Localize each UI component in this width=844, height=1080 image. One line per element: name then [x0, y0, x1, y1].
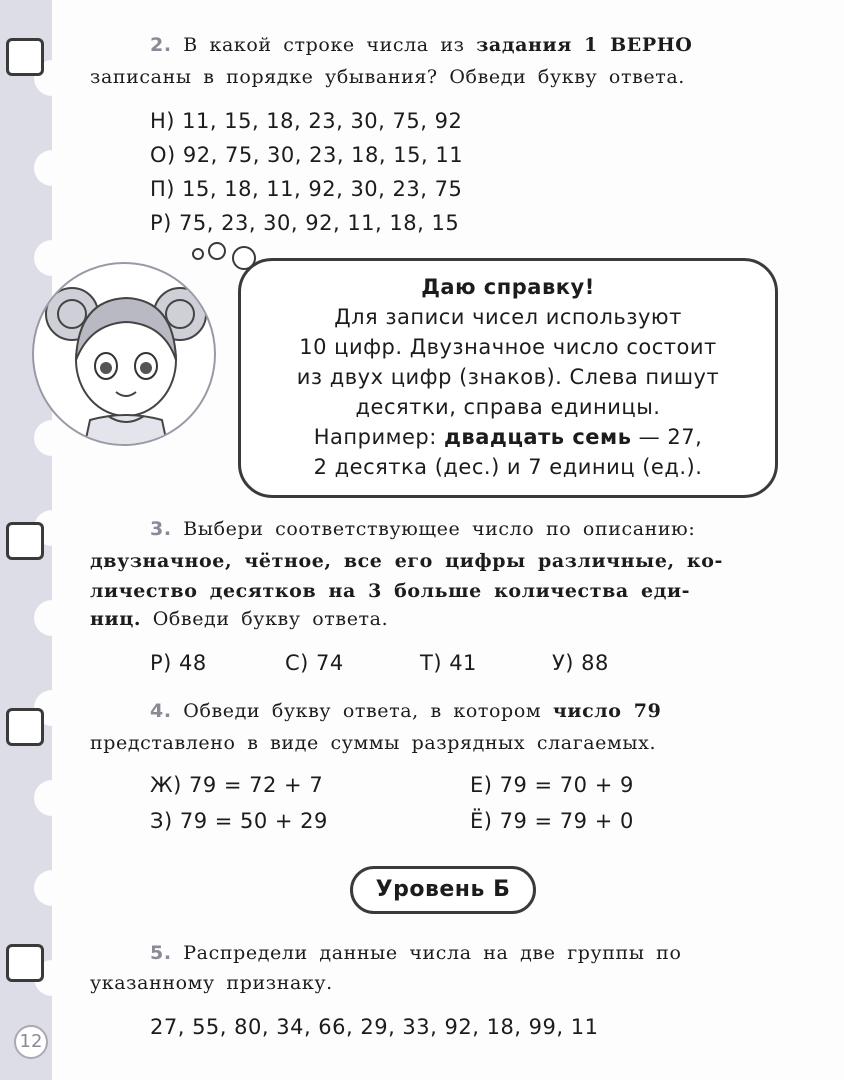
task3-option-s[interactable]: С) 74	[285, 651, 344, 675]
task3-line1	[150, 514, 695, 545]
task4-text: Обведи букву ответа, в котором	[183, 700, 542, 722]
task2-option-p[interactable]: П) 15, 18, 11, 92, 30, 23, 75	[150, 177, 463, 201]
task2-text: В какой строке числа из	[183, 34, 465, 56]
task3-option-r[interactable]: Р) 48	[150, 651, 207, 675]
info-example-line	[238, 422, 778, 452]
margin-scallop	[34, 600, 70, 636]
info-line: Для записи чисел используют	[334, 305, 682, 329]
task5-numbers: 27, 55, 80, 34, 66, 29, 33, 92, 18, 99, 11	[150, 1015, 599, 1039]
task4-option-z[interactable]: З) 79 = 50 + 29	[150, 809, 328, 833]
margin-scallop	[34, 240, 70, 276]
task3-text: Обведи букву ответа.	[152, 608, 389, 630]
info-line: 10 цифр. Двузначное число состоит	[299, 335, 717, 359]
task4-option-e[interactable]: Е) 79 = 70 + 9	[470, 773, 634, 797]
girl-drawing	[34, 264, 216, 446]
task2-option-n[interactable]: Н) 11, 15, 18, 23, 30, 75, 92	[150, 109, 463, 133]
task2-option-o[interactable]: О) 92, 75, 30, 23, 18, 15, 11	[150, 143, 464, 167]
thought-dot	[192, 248, 204, 260]
info-example-label: Например:	[313, 425, 437, 449]
task3-option-u[interactable]: У) 88	[552, 651, 609, 675]
task3-bold-text: двузначное, чётное, все его цифры различные, ко-	[90, 550, 724, 572]
info-line: десятки, справа единицы.	[355, 395, 661, 419]
task2-option-r[interactable]: Р) 75, 23, 30, 92, 11, 18, 15	[150, 211, 460, 235]
task4-line2: представлено в виде суммы разрядных слагаемых.	[90, 732, 657, 754]
task5-checkbox[interactable]	[6, 944, 44, 982]
task3-option-t[interactable]: Т) 41	[420, 651, 477, 675]
info-line: 2 десятка (дес.) и 7 единиц (ед.).	[313, 455, 703, 479]
task3-line4	[90, 604, 388, 635]
girl-illustration	[32, 262, 216, 446]
task3-number: 3.	[150, 518, 172, 540]
task4-option-yo[interactable]: Ё) 79 = 79 + 0	[470, 809, 634, 833]
task2-checkbox[interactable]	[6, 38, 44, 76]
task5-number: 5.	[150, 942, 172, 964]
thought-dot	[208, 242, 226, 260]
task4-line1	[150, 696, 661, 727]
task4-checkbox[interactable]	[6, 708, 44, 746]
task5-line2: указанному признаку.	[90, 972, 333, 994]
task2-line1	[150, 30, 692, 61]
info-title: Даю справку!	[421, 275, 595, 299]
task3-bold-text: ниц.	[90, 608, 142, 630]
info-example-value: — 27,	[638, 425, 703, 449]
task3-bold-text: личество десятков на 3 больше количества еди-	[90, 580, 691, 602]
task5-line1	[150, 938, 681, 969]
level-badge: Уровень Б	[350, 866, 536, 914]
task2-number: 2.	[150, 34, 172, 56]
task4-number: 4.	[150, 700, 172, 722]
info-example-bold: двадцать семь	[443, 425, 632, 449]
task3-line2	[90, 546, 723, 577]
task4-option-zh[interactable]: Ж) 79 = 72 + 7	[150, 773, 324, 797]
task4-bold-text: число 79	[552, 700, 662, 722]
margin-scallop	[34, 780, 70, 816]
info-line: из двух цифр (знаков). Слева пишут	[296, 365, 720, 389]
task5-text: Распредели данные числа на две группы по	[183, 942, 682, 964]
margin-scallop	[34, 150, 70, 186]
task3-text: Выбери соответствующее число по описанию:	[183, 518, 696, 540]
margin-scallop	[34, 870, 70, 906]
margin-scallop	[34, 420, 70, 456]
task2-text-bold: задания 1 ВЕРНО	[476, 34, 693, 56]
info-bubble-text	[238, 272, 778, 482]
task3-line3	[90, 576, 690, 607]
task3-checkbox[interactable]	[6, 522, 44, 560]
page-number: 12	[14, 1025, 48, 1059]
task2-line2: записаны в порядке убывания? Обведи букву ответа.	[90, 66, 685, 88]
